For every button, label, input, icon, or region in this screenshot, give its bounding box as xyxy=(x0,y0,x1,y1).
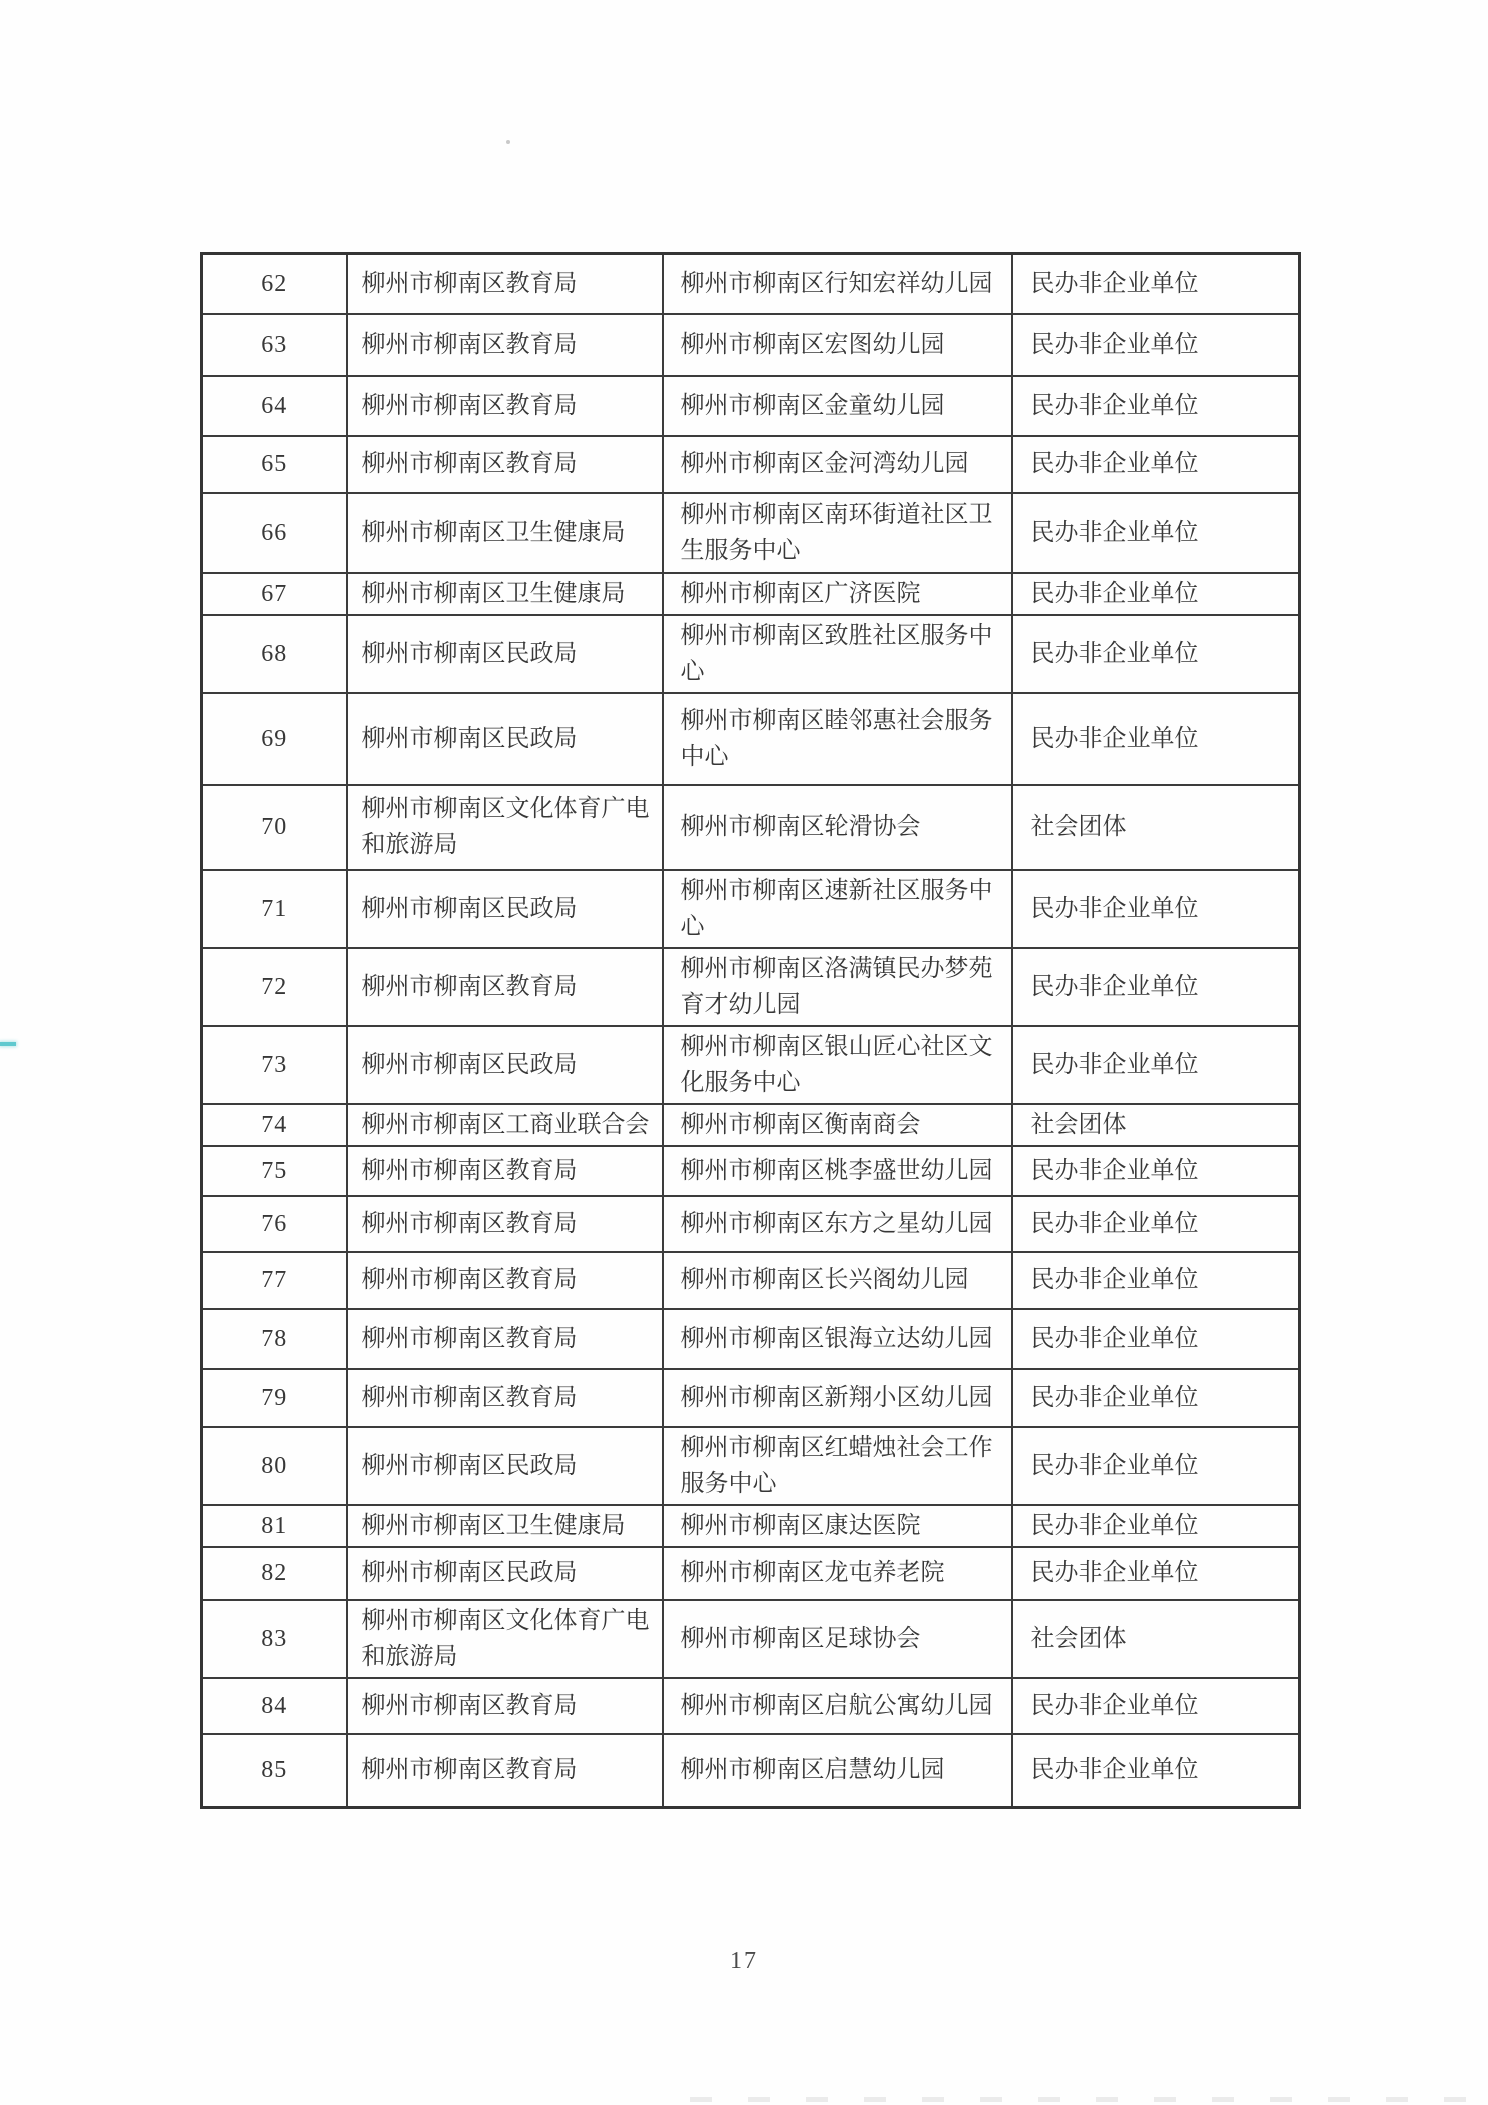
cell-organization-name: 柳州市柳南区速新社区服务中心 xyxy=(663,870,1012,948)
cell-registration-authority: 柳州市柳南区文化体育广电和旅游局 xyxy=(347,785,663,870)
cell-registration-authority: 柳州市柳南区民政局 xyxy=(347,615,663,693)
cell-organization-name: 柳州市柳南区轮滑协会 xyxy=(663,785,1012,870)
cell-organization-type: 民办非企业单位 xyxy=(1012,948,1300,1026)
cell-organization-type: 民办非企业单位 xyxy=(1012,1678,1300,1734)
cell-registration-authority: 柳州市柳南区教育局 xyxy=(347,314,663,376)
cell-serial-number: 72 xyxy=(202,948,347,1026)
cell-serial-number: 85 xyxy=(202,1734,347,1808)
cell-serial-number: 67 xyxy=(202,573,347,615)
cell-organization-name: 柳州市柳南区睦邻惠社会服务中心 xyxy=(663,693,1012,785)
cell-organization-type: 民办非企业单位 xyxy=(1012,1505,1300,1547)
cell-serial-number: 78 xyxy=(202,1309,347,1369)
cell-organization-type: 民办非企业单位 xyxy=(1012,615,1300,693)
table-row xyxy=(202,314,1300,376)
cell-serial-number: 81 xyxy=(202,1505,347,1547)
cell-serial-number: 64 xyxy=(202,376,347,436)
cell-organization-type: 民办非企业单位 xyxy=(1012,493,1300,573)
table-row xyxy=(202,693,1300,785)
cell-registration-authority: 柳州市柳南区教育局 xyxy=(347,1196,663,1252)
cell-serial-number: 75 xyxy=(202,1146,347,1196)
table-row xyxy=(202,1547,1300,1600)
cell-registration-authority: 柳州市柳南区卫生健康局 xyxy=(347,1505,663,1547)
table-row xyxy=(202,1146,1300,1196)
table-row xyxy=(202,1196,1300,1252)
cell-registration-authority: 柳州市柳南区民政局 xyxy=(347,1026,663,1104)
table-row xyxy=(202,1505,1300,1547)
cell-registration-authority: 柳州市柳南区教育局 xyxy=(347,1252,663,1309)
cell-organization-name: 柳州市柳南区长兴阁幼儿园 xyxy=(663,1252,1012,1309)
registration-table xyxy=(200,252,1301,1809)
cell-registration-authority: 柳州市柳南区教育局 xyxy=(347,436,663,493)
cell-organization-type: 民办非企业单位 xyxy=(1012,1427,1300,1505)
table-row xyxy=(202,1369,1300,1427)
cell-registration-authority: 柳州市柳南区教育局 xyxy=(347,1734,663,1808)
scan-artifact-speck xyxy=(506,140,510,144)
cell-organization-type: 社会团体 xyxy=(1012,785,1300,870)
table-row xyxy=(202,1026,1300,1104)
cell-registration-authority: 柳州市柳南区教育局 xyxy=(347,1309,663,1369)
table-row xyxy=(202,1104,1300,1146)
table-row xyxy=(202,785,1300,870)
cell-serial-number: 66 xyxy=(202,493,347,573)
cell-serial-number: 77 xyxy=(202,1252,347,1309)
cell-organization-type: 民办非企业单位 xyxy=(1012,1369,1300,1427)
cell-organization-name: 柳州市柳南区银海立达幼儿园 xyxy=(663,1309,1012,1369)
cell-serial-number: 62 xyxy=(202,254,347,314)
cell-organization-name: 柳州市柳南区致胜社区服务中心 xyxy=(663,615,1012,693)
cell-organization-type: 民办非企业单位 xyxy=(1012,1196,1300,1252)
cell-organization-name: 柳州市柳南区宏图幼儿园 xyxy=(663,314,1012,376)
cell-registration-authority: 柳州市柳南区教育局 xyxy=(347,1369,663,1427)
cell-organization-type: 社会团体 xyxy=(1012,1600,1300,1678)
cell-serial-number: 69 xyxy=(202,693,347,785)
cell-organization-name: 柳州市柳南区康达医院 xyxy=(663,1505,1012,1547)
table-row xyxy=(202,948,1300,1026)
cell-registration-authority: 柳州市柳南区民政局 xyxy=(347,870,663,948)
cell-registration-authority: 柳州市柳南区教育局 xyxy=(347,1678,663,1734)
cell-organization-type: 民办非企业单位 xyxy=(1012,1547,1300,1600)
cell-registration-authority: 柳州市柳南区工商业联合会 xyxy=(347,1104,663,1146)
cell-organization-name: 柳州市柳南区广济医院 xyxy=(663,573,1012,615)
table-row xyxy=(202,1427,1300,1505)
cell-organization-name: 柳州市柳南区东方之星幼儿园 xyxy=(663,1196,1012,1252)
cell-organization-type: 民办非企业单位 xyxy=(1012,573,1300,615)
cell-organization-name: 柳州市柳南区桃李盛世幼儿园 xyxy=(663,1146,1012,1196)
cell-serial-number: 79 xyxy=(202,1369,347,1427)
table-row xyxy=(202,1600,1300,1678)
cell-organization-name: 柳州市柳南区南环街道社区卫生服务中心 xyxy=(663,493,1012,573)
cell-organization-type: 民办非企业单位 xyxy=(1012,1734,1300,1808)
cell-serial-number: 65 xyxy=(202,436,347,493)
table-row xyxy=(202,493,1300,573)
table-row xyxy=(202,1309,1300,1369)
cell-organization-name: 柳州市柳南区启慧幼儿园 xyxy=(663,1734,1012,1808)
cell-organization-type: 民办非企业单位 xyxy=(1012,693,1300,785)
cell-registration-authority: 柳州市柳南区民政局 xyxy=(347,1427,663,1505)
scan-artifact-bottom-smudge xyxy=(690,2097,1488,2102)
cell-organization-name: 柳州市柳南区行知宏祥幼儿园 xyxy=(663,254,1012,314)
cell-organization-name: 柳州市柳南区银山匠心社区文化服务中心 xyxy=(663,1026,1012,1104)
cell-registration-authority: 柳州市柳南区民政局 xyxy=(347,1547,663,1600)
cell-registration-authority: 柳州市柳南区文化体育广电和旅游局 xyxy=(347,1600,663,1678)
cell-organization-type: 民办非企业单位 xyxy=(1012,870,1300,948)
cell-serial-number: 73 xyxy=(202,1026,347,1104)
table-row xyxy=(202,615,1300,693)
cell-organization-name: 柳州市柳南区新翔小区幼儿园 xyxy=(663,1369,1012,1427)
cell-serial-number: 74 xyxy=(202,1104,347,1146)
cell-organization-type: 民办非企业单位 xyxy=(1012,436,1300,493)
cell-organization-name: 柳州市柳南区启航公寓幼儿园 xyxy=(663,1678,1012,1734)
cell-organization-type: 社会团体 xyxy=(1012,1104,1300,1146)
cell-serial-number: 70 xyxy=(202,785,347,870)
cell-serial-number: 71 xyxy=(202,870,347,948)
cell-registration-authority: 柳州市柳南区卫生健康局 xyxy=(347,493,663,573)
cell-organization-name: 柳州市柳南区洛满镇民办梦苑育才幼儿园 xyxy=(663,948,1012,1026)
cell-organization-type: 民办非企业单位 xyxy=(1012,376,1300,436)
cell-serial-number: 68 xyxy=(202,615,347,693)
table-row xyxy=(202,254,1300,314)
cell-registration-authority: 柳州市柳南区教育局 xyxy=(347,948,663,1026)
cell-registration-authority: 柳州市柳南区民政局 xyxy=(347,693,663,785)
cell-organization-name: 柳州市柳南区金河湾幼儿园 xyxy=(663,436,1012,493)
table-row xyxy=(202,1678,1300,1734)
cell-organization-name: 柳州市柳南区金童幼儿园 xyxy=(663,376,1012,436)
cell-serial-number: 63 xyxy=(202,314,347,376)
cell-organization-name: 柳州市柳南区红蜡烛社会工作服务中心 xyxy=(663,1427,1012,1505)
cell-serial-number: 80 xyxy=(202,1427,347,1505)
cell-organization-name: 柳州市柳南区足球协会 xyxy=(663,1600,1012,1678)
cell-registration-authority: 柳州市柳南区卫生健康局 xyxy=(347,573,663,615)
cell-organization-type: 民办非企业单位 xyxy=(1012,1146,1300,1196)
scan-artifact-cyan-line xyxy=(0,1042,16,1046)
table-row xyxy=(202,1252,1300,1309)
cell-serial-number: 82 xyxy=(202,1547,347,1600)
cell-registration-authority: 柳州市柳南区教育局 xyxy=(347,254,663,314)
table-row xyxy=(202,573,1300,615)
table-row xyxy=(202,376,1300,436)
cell-organization-type: 民办非企业单位 xyxy=(1012,1026,1300,1104)
table-row xyxy=(202,1734,1300,1808)
cell-serial-number: 84 xyxy=(202,1678,347,1734)
cell-serial-number: 76 xyxy=(202,1196,347,1252)
cell-organization-name: 柳州市柳南区衡南商会 xyxy=(663,1104,1012,1146)
table-row xyxy=(202,870,1300,948)
cell-organization-type: 民办非企业单位 xyxy=(1012,254,1300,314)
cell-organization-type: 民办非企业单位 xyxy=(1012,1309,1300,1369)
cell-organization-type: 民办非企业单位 xyxy=(1012,1252,1300,1309)
cell-organization-type: 民办非企业单位 xyxy=(1012,314,1300,376)
page-number: 17 xyxy=(730,1948,758,1974)
table-row xyxy=(202,436,1300,493)
cell-organization-name: 柳州市柳南区龙屯养老院 xyxy=(663,1547,1012,1600)
cell-registration-authority: 柳州市柳南区教育局 xyxy=(347,1146,663,1196)
cell-serial-number: 83 xyxy=(202,1600,347,1678)
cell-registration-authority: 柳州市柳南区教育局 xyxy=(347,376,663,436)
